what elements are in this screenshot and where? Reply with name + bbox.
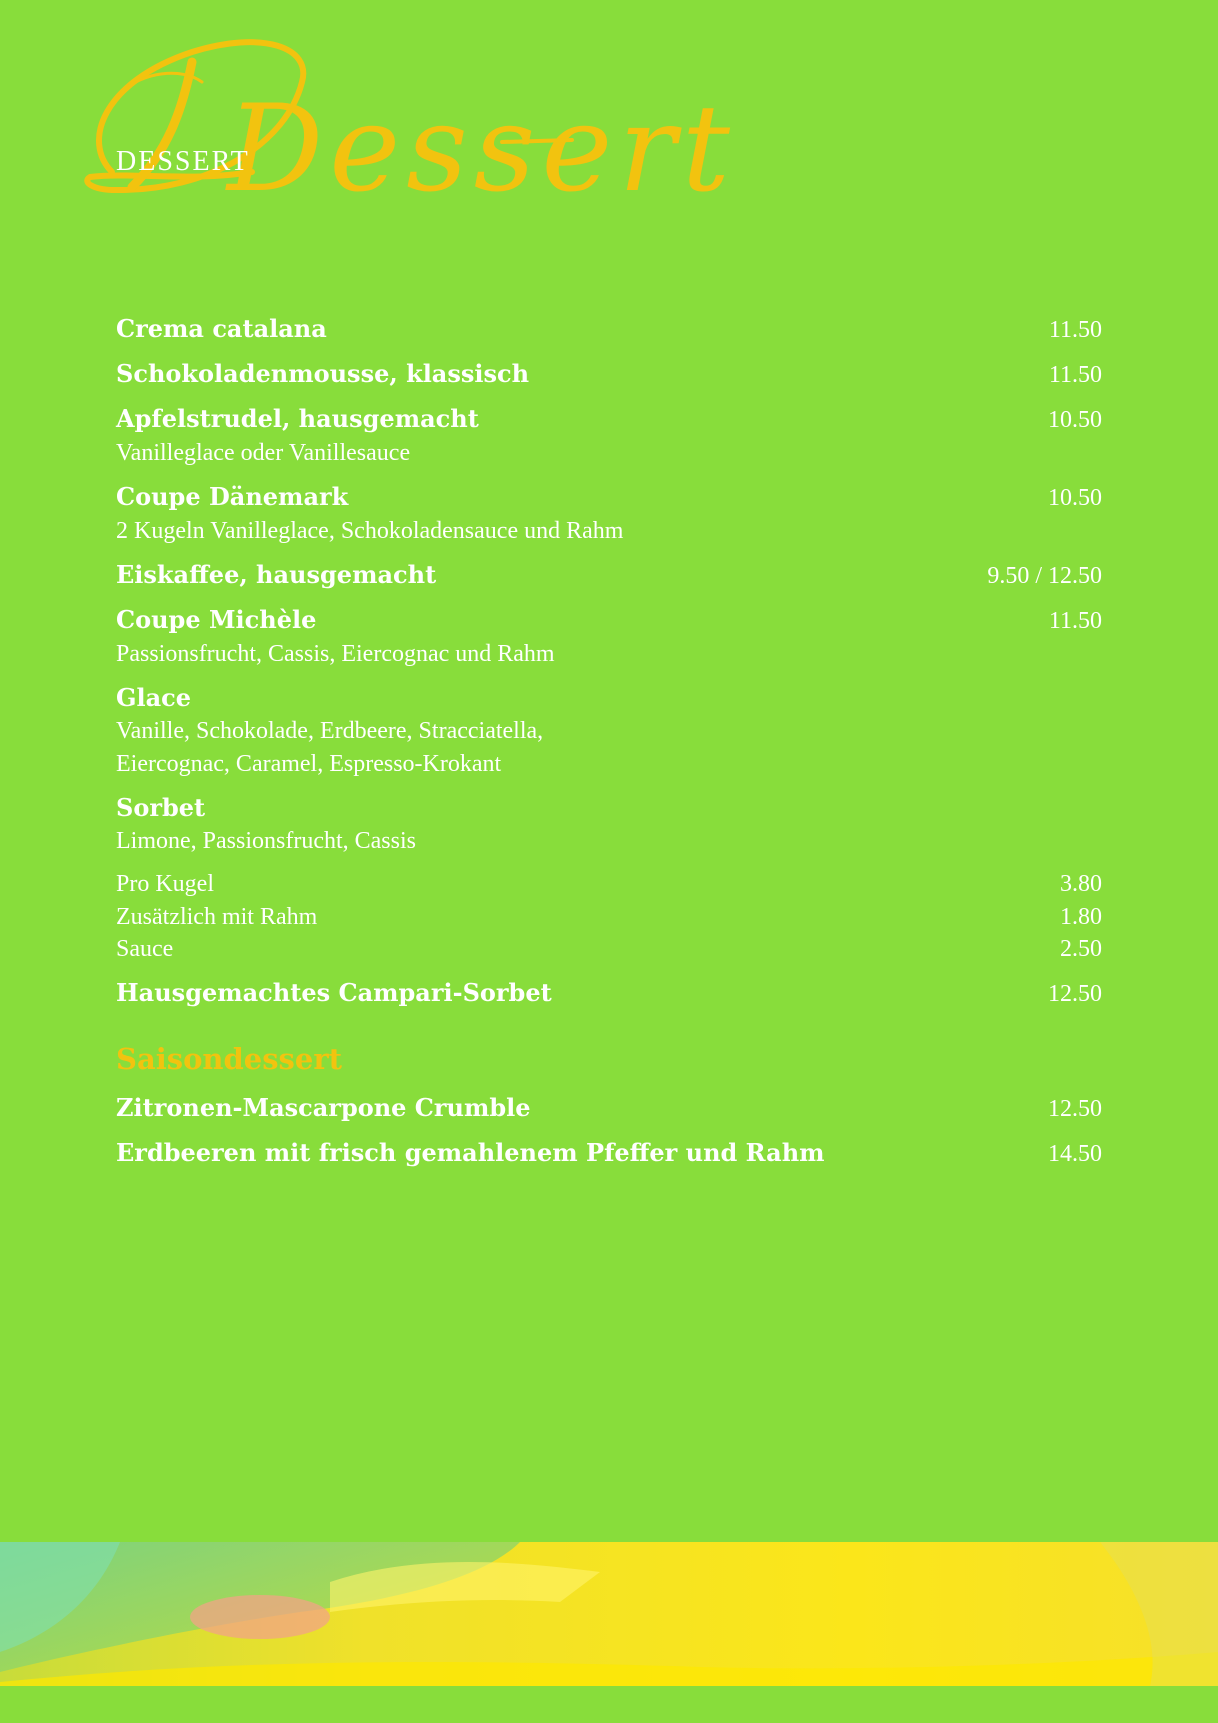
menu-item <box>116 791 1102 858</box>
extra-label: Sauce <box>116 936 174 962</box>
menu-item <box>116 357 1102 392</box>
item-name: Sorbet <box>116 793 206 822</box>
paint-texture-graphic <box>0 1542 1218 1686</box>
item-description: Eiercognac, Caramel, Espresso-Krokant <box>116 751 502 777</box>
menu-item <box>116 480 1102 548</box>
script-title-text: Dessert <box>227 80 736 219</box>
item-price: 11.50 <box>1048 317 1102 343</box>
extra-row <box>116 868 1102 901</box>
page-title: DESSERT <box>116 146 250 177</box>
menu-item <box>116 558 1102 593</box>
extra-label: Zusätzlich mit Rahm <box>116 903 318 930</box>
item-name: Erdbeeren mit frisch gemahlenem Pfeffer und Rahm <box>116 1137 825 1167</box>
extra-price: 2.50 <box>1060 936 1102 962</box>
section-heading-season: Saisondessert <box>116 1041 343 1076</box>
extra-row <box>116 901 1102 934</box>
script-title-graphic <box>72 22 736 222</box>
item-name: Coupe Dänemark <box>116 482 349 511</box>
item-price: 10.50 <box>1048 485 1102 511</box>
menu-item <box>116 402 1102 470</box>
item-price: 11.50 <box>1048 608 1102 634</box>
item-description: Passionsfrucht, Cassis, Eiercognac und Rahm <box>116 641 555 667</box>
extras-list <box>116 868 1102 966</box>
item-name: Glace <box>116 683 192 712</box>
menu-item <box>116 1091 1102 1126</box>
extra-row <box>116 933 1102 966</box>
item-name: Crema catalana <box>116 314 327 343</box>
item-name: Eiskaffee, hausgemacht <box>116 560 437 589</box>
extra-price: 3.80 <box>1060 871 1102 897</box>
menu-item <box>116 603 1102 671</box>
item-name: Hausgemachtes Campari-Sorbet <box>116 977 552 1007</box>
item-price: 12.50 <box>1048 980 1102 1007</box>
menu-item <box>116 1136 1102 1171</box>
menu-item <box>116 681 1102 781</box>
item-description: 2 Kugeln Vanilleglace, Schokoladensauce und Rahm <box>116 518 624 544</box>
item-price: 9.50 / 12.50 <box>987 563 1102 589</box>
item-description: Limone, Passionsfrucht, Cassis <box>116 828 416 854</box>
item-price: 14.50 <box>1048 1140 1102 1167</box>
item-name: Schokoladenmousse, klassisch <box>116 359 530 388</box>
item-name: Zitronen-Mascarpone Crumble <box>116 1092 531 1122</box>
menu-list <box>116 312 1102 1181</box>
menu-item <box>116 312 1102 347</box>
extra-price: 1.80 <box>1060 903 1102 930</box>
item-description: Vanilleglace oder Vanillesauce <box>116 440 411 466</box>
script-title-dessert <box>72 22 736 222</box>
item-name: Coupe Michèle <box>116 605 317 634</box>
menu-item <box>116 976 1102 1011</box>
extra-label: Pro Kugel <box>116 871 214 897</box>
item-price: 10.50 <box>1048 407 1102 433</box>
item-price: 11.50 <box>1048 362 1102 388</box>
item-description: Vanille, Schokolade, Erdbeere, Stracciatella, <box>116 718 544 744</box>
item-name: Apfelstrudel, hausgemacht <box>116 404 479 433</box>
decorative-paint-band <box>0 1542 1218 1686</box>
item-price: 12.50 <box>1048 1095 1102 1122</box>
